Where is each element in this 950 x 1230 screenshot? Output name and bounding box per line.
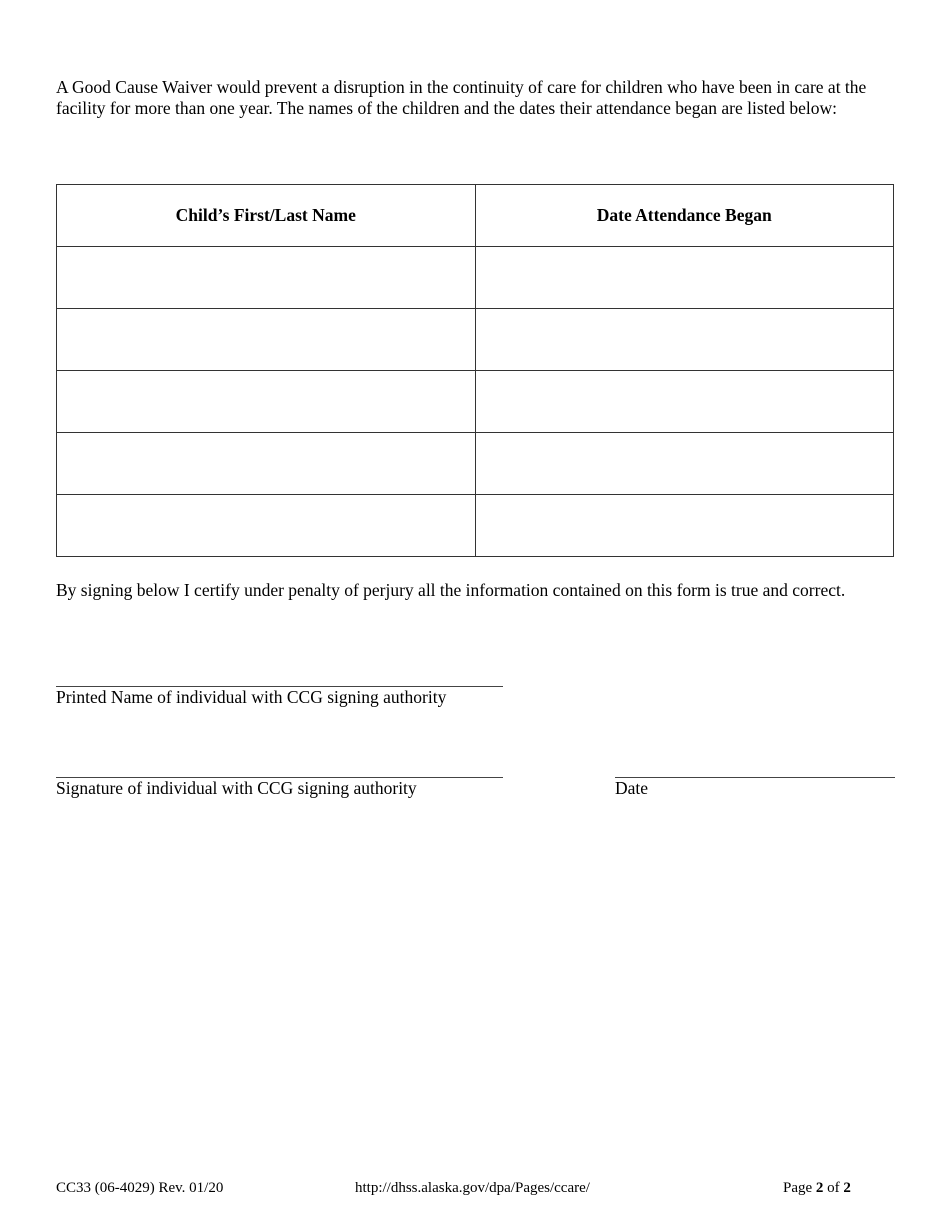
page-number	[783, 1180, 851, 1197]
intro-paragraph: A Good Cause Waiver would prevent a disruption in the continuity of care for children who have been in care at the facility for more than one year. The names of the children and the dates their attendance began are listed below:	[56, 77, 867, 118]
child-name-cell[interactable]	[57, 495, 476, 557]
child-name-cell[interactable]	[57, 371, 476, 433]
header-date-began: Date Attendance Began	[475, 185, 894, 247]
date-began-cell[interactable]	[475, 495, 894, 557]
signature-label: Signature of individual with CCG signing authority	[56, 778, 417, 798]
date-began-cell[interactable]	[475, 309, 894, 371]
date-began-cell[interactable]	[475, 371, 894, 433]
date-began-cell[interactable]	[475, 247, 894, 309]
child-name-cell[interactable]	[57, 433, 476, 495]
child-name-cell[interactable]	[57, 247, 476, 309]
date-label: Date	[615, 778, 649, 798]
header-child-name: Child’s First/Last Name	[57, 185, 476, 247]
child-name-cell[interactable]	[57, 309, 476, 371]
page-of: of	[823, 1180, 844, 1196]
children-table	[56, 184, 894, 557]
certify-paragraph: By signing below I certify under penalty of perjury all the information contained on this form is true and correct.	[56, 580, 846, 600]
date-began-cell[interactable]	[475, 433, 894, 495]
form-id: CC33 (06-4029) Rev. 01/20	[56, 1180, 224, 1196]
page-current: 2	[815, 1180, 824, 1196]
footer-url[interactable]: http://dhss.alaska.gov/dpa/Pages/ccare/	[355, 1180, 590, 1196]
date-line[interactable]	[615, 777, 895, 778]
page-prefix: Page	[783, 1180, 816, 1196]
printed-name-label: Printed Name of individual with CCG signing authority	[56, 687, 447, 707]
page-total: 2	[843, 1180, 851, 1196]
